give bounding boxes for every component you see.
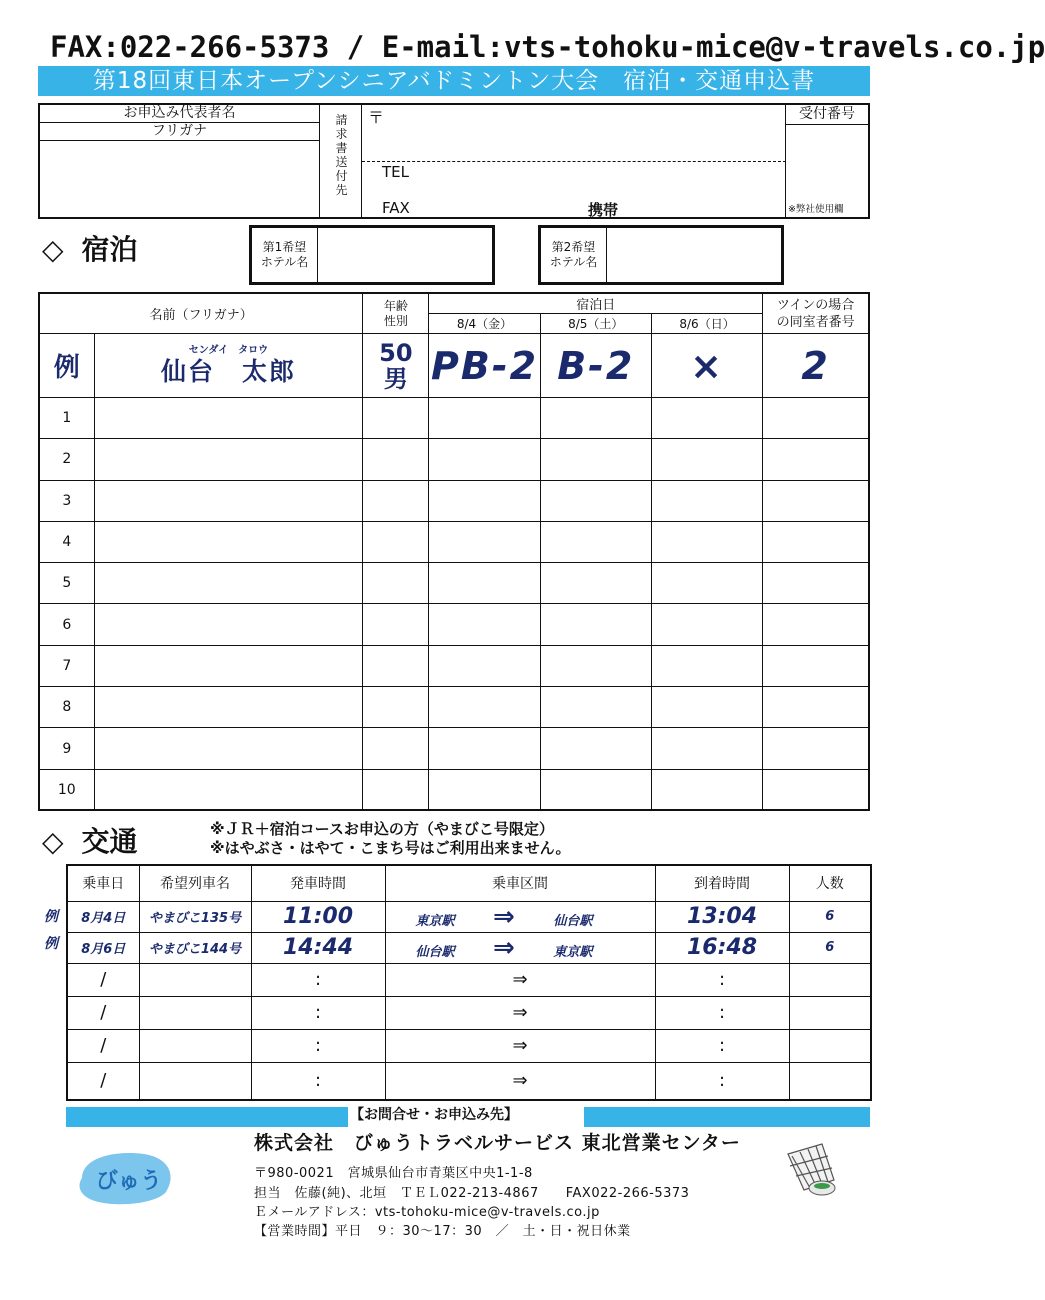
roommate-cell[interactable] [763,728,869,769]
name-cell[interactable] [94,604,363,645]
view-logo [74,1148,178,1208]
example-departure: 14:44 [251,932,385,963]
diamond-icon: ◇ [42,233,64,266]
example-date: 8月4日 [67,901,139,932]
name-cell[interactable] [94,687,363,728]
example-count: 6 [789,901,871,932]
stay-cell[interactable] [540,604,651,645]
furigana-label: フリガナ [40,123,319,141]
stay-cell[interactable] [651,728,762,769]
transport-example-mark: 例 [44,909,58,925]
example-train: やまびこ135号 [139,901,251,932]
roommate-cell[interactable] [763,687,869,728]
train-cell[interactable] [139,1029,251,1062]
name-cell[interactable] [94,480,363,521]
roommate-cell[interactable] [763,439,869,480]
example-roommate: 2 [763,334,869,398]
lodging-row [39,521,869,562]
example-mark: 例 [39,334,94,398]
stay-cell[interactable] [429,604,540,645]
hotel1-box[interactable] [249,225,495,285]
hotel1-label: 第1希望 ホテル名 [252,228,318,282]
transport-notes: ※ＪＲ＋宿泊コースお申込の方（やまびこ号限定） ※はやぶさ・はやて・こまち号はご利用出来ません。 [210,820,571,857]
stay-cell[interactable] [540,728,651,769]
date-header-2: 8/5（土） [540,314,651,334]
example-arrival: 13:04 [655,901,789,932]
col-section: 乗車区間 [385,865,655,901]
example-name: 仙台 太郎 [160,356,296,386]
name-cell[interactable] [94,521,363,562]
transport-example-row [67,901,871,932]
stay-cell[interactable] [540,480,651,521]
date-header-3: 8/6（日） [651,314,762,334]
stay-cell[interactable] [429,728,540,769]
row-number: 1 [39,398,94,439]
col-train-name: 希望列車名 [139,865,251,901]
example-section: 仙台駅 ⇒ 東京駅 [385,932,655,963]
stay-cell[interactable] [429,480,540,521]
transport-row [67,1029,871,1062]
roommate-cell[interactable] [763,769,869,810]
section-cell[interactable]: ⇒ [385,1062,655,1100]
lodging-row [39,769,869,810]
row-number: 8 [39,687,94,728]
departure-cell[interactable]: : [251,1029,385,1062]
stay-cell[interactable] [651,521,762,562]
arrow-icon: ⇒ [493,932,515,963]
transport-example-mark: 例 [44,936,58,952]
invoice-address-label: 請 求 書 送 付 先 [322,105,362,217]
example-arrival: 16:48 [655,932,789,963]
date-cell[interactable]: / [67,996,139,1029]
stay-cell[interactable] [540,563,651,604]
office-use-note: ※弊社使用欄 [788,204,844,215]
stay-cell[interactable] [651,687,762,728]
col-board-date: 乗車日 [67,865,139,901]
address-divider [362,161,786,162]
arrow-icon: ⇒ [493,901,515,932]
train-cell[interactable] [139,963,251,996]
section-cell[interactable]: ⇒ [385,1029,655,1062]
age-cell[interactable] [363,439,429,480]
age-cell[interactable] [363,769,429,810]
tel-label: TEL [382,163,409,181]
col-arrival: 到着時間 [655,865,789,901]
count-cell[interactable] [789,963,871,996]
representative-label: お申込み代表者名 [40,105,319,123]
section-cell[interactable]: ⇒ [385,996,655,1029]
business-hours: 【営業時間】平日 ９：30～17：30 ／ 土・日・祝日休業 [254,1224,631,1239]
lodging-row [39,563,869,604]
col-age-header: 年齢 性別 [363,293,429,334]
diamond-icon: ◇ [42,825,64,858]
transport-table [66,864,872,1101]
stay-cell[interactable] [540,769,651,810]
row-number: 4 [39,521,94,562]
receipt-number-area [786,105,868,217]
hotel2-box[interactable] [538,225,784,285]
lodging-row [39,480,869,521]
age-cell[interactable] [363,604,429,645]
row-number: 9 [39,728,94,769]
date-cell[interactable]: / [67,1062,139,1100]
name-cell[interactable] [94,439,363,480]
stay-cell[interactable] [540,687,651,728]
example-kana: センダイ タロウ [188,344,269,356]
example-date: 8月6日 [67,932,139,963]
age-cell[interactable] [363,728,429,769]
row-number: 3 [39,480,94,521]
example-sex: 男 [383,364,408,393]
train-cell[interactable] [139,996,251,1029]
staff-contact: 担当 佐藤(純)、北垣 ＴＥＬ022-213-4867 FAX022-266-5373 [254,1186,690,1201]
example-section: 東京駅 ⇒ 仙台駅 [385,901,655,932]
date-cell[interactable]: / [67,1029,139,1062]
col-roommate-header: ツインの場合 の同室者番号 [763,293,869,334]
arrival-cell[interactable]: : [655,963,789,996]
stay-cell[interactable] [429,645,540,686]
company-name: 株式会社 びゅうトラベルサービス 東北営業センター [254,1132,741,1154]
invoice-address-field[interactable] [362,105,786,217]
footer-bar-left [66,1107,348,1127]
row-number: 6 [39,604,94,645]
departure-cell[interactable]: : [251,996,385,1029]
name-cell[interactable] [94,398,363,439]
lodging-table [38,292,870,811]
lodging-example-row [39,334,869,398]
stay-cell[interactable] [429,769,540,810]
receipt-number-label: 受付番号 [786,105,868,125]
name-cell[interactable] [94,769,363,810]
transport-example-row [67,932,871,963]
col-stay-header: 宿泊日 [429,293,763,314]
example-d1: PB-2 [429,334,540,398]
lodging-row [39,604,869,645]
col-name-header: 名前（フリガナ） [39,293,363,334]
stay-cell[interactable] [651,604,762,645]
transport-row [67,1062,871,1100]
stay-cell[interactable] [540,521,651,562]
date-cell[interactable]: / [67,963,139,996]
transport-row [67,963,871,996]
stay-cell[interactable] [429,563,540,604]
age-cell[interactable] [363,563,429,604]
stay-cell[interactable] [540,398,651,439]
count-cell[interactable] [789,1062,871,1100]
shuttlecock-icon [782,1140,862,1200]
row-number: 2 [39,439,94,480]
footer-title: 【お問合せ・お申込み先】 [350,1107,518,1123]
stay-cell[interactable] [651,769,762,810]
departure-cell[interactable]: : [251,1062,385,1100]
mobile-label: 携帯 [588,201,619,219]
example-train: やまびこ144号 [139,932,251,963]
lodging-row [39,687,869,728]
lodging-heading: ◇ 宿泊 [42,233,138,266]
roommate-cell[interactable] [763,480,869,521]
footer-bar-right [584,1107,870,1127]
stay-cell[interactable] [429,687,540,728]
arrival-cell[interactable]: : [655,1029,789,1062]
transport-row [67,996,871,1029]
contact-line: FAX:022-266-5373 / E-mail:vts-tohoku-mice@v-travels.co.jp [50,30,1045,64]
section-cell[interactable]: ⇒ [385,963,655,996]
name-cell[interactable] [94,563,363,604]
transport-heading: ◇ 交通 [42,825,138,858]
roommate-cell[interactable] [763,521,869,562]
example-age-cell [363,334,429,398]
lodging-row [39,645,869,686]
name-cell[interactable] [94,728,363,769]
stay-cell[interactable] [651,398,762,439]
stay-cell[interactable] [651,645,762,686]
roommate-cell[interactable] [763,604,869,645]
example-age: 50 [379,338,413,367]
form-title: 第18回東日本オープンシニアバドミントン大会 宿泊・交通申込書 [38,66,870,96]
representative-name-field[interactable] [40,141,319,215]
age-cell[interactable] [363,398,429,439]
applicant-box [38,103,870,219]
company-email: Ｅメールアドレス：vts-tohoku-mice@v-travels.co.jp [254,1205,600,1220]
age-cell[interactable] [363,521,429,562]
row-number: 5 [39,563,94,604]
row-number: 7 [39,645,94,686]
example-name-cell [94,334,363,398]
count-cell[interactable] [789,996,871,1029]
stay-cell[interactable] [651,439,762,480]
company-address: 〒980-0021 宮城県仙台市青葉区中央1-1-8 [254,1166,533,1181]
col-departure: 発車時間 [251,865,385,901]
postal-mark: 〒 [368,108,385,127]
fax-label: FAX [382,199,410,217]
lodging-row [39,728,869,769]
age-cell[interactable] [363,645,429,686]
col-count: 人数 [789,865,871,901]
roommate-cell[interactable] [763,398,869,439]
applicant-name-area [40,105,320,217]
date-header-1: 8/4（金） [429,314,540,334]
example-departure: 11:00 [251,901,385,932]
stay-cell[interactable] [429,398,540,439]
lodging-row [39,439,869,480]
arrival-cell[interactable]: : [655,996,789,1029]
train-cell[interactable] [139,1062,251,1100]
age-cell[interactable] [363,480,429,521]
stay-cell[interactable] [540,439,651,480]
example-d2: B-2 [540,334,651,398]
stay-cell[interactable] [651,480,762,521]
example-d3: × [651,334,762,398]
logo-text: びゅう [96,1169,163,1194]
name-cell[interactable] [94,645,363,686]
lodging-row [39,398,869,439]
row-number: 10 [39,769,94,810]
count-cell[interactable] [789,1029,871,1062]
hotel2-label: 第2希望 ホテル名 [541,228,607,282]
roommate-cell[interactable] [763,645,869,686]
age-cell[interactable] [363,687,429,728]
roommate-cell[interactable] [763,563,869,604]
stay-cell[interactable] [429,439,540,480]
stay-cell[interactable] [429,521,540,562]
departure-cell[interactable]: : [251,963,385,996]
stay-cell[interactable] [651,563,762,604]
stay-cell[interactable] [540,645,651,686]
example-count: 6 [789,932,871,963]
arrival-cell[interactable]: : [655,1062,789,1100]
